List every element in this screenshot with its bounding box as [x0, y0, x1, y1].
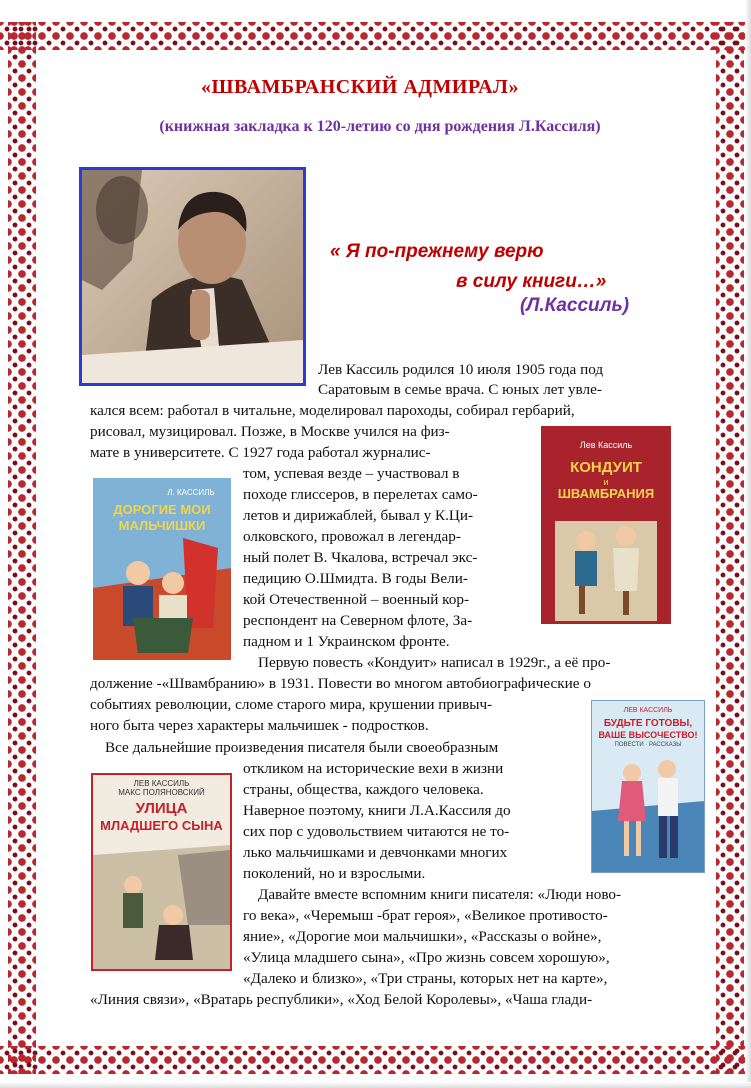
text-line-9: олковского, провожал в легендар- [243, 528, 461, 545]
text-line-1: Лев Кассиль родился 10 июля 1905 года под [318, 361, 604, 378]
text-line-22: Наверное поэтому, книги Л.А.Кассиля до [243, 802, 511, 819]
book-cover-budte [591, 700, 705, 873]
book-cover-dorogie [93, 478, 231, 660]
cover-konduit-title-1: КОНДУИТ [570, 459, 642, 476]
cover-budte-illustration [592, 701, 704, 872]
text-line-11: педицию О.Шмидта. В годы Вели- [243, 570, 468, 587]
text-line-28: яние», «Дорогие мои мальчишки», «Рассказы о войне», [243, 928, 602, 945]
cover-konduit-author: Лев Кассиль [579, 440, 633, 450]
text-line-19: Все дальнейшие произведения писателя были своеобразным [105, 739, 499, 756]
cover-dorogie-title-2: МАЛЬЧИШКИ [118, 518, 206, 533]
page-shadow-bottom [0, 1082, 751, 1088]
cover-ulitsa-title-2: МЛАДШЕГО СЫНА [100, 818, 223, 833]
text-line-21: страны, общества, каждого человека. [243, 781, 484, 798]
quote-line-2: в силу книги…» [456, 271, 607, 292]
text-line-26: Давайте вместе вспомним книги писателя: «Люди ново- [258, 886, 622, 903]
text-line-6: том, успевая везде – участвовал в [243, 465, 460, 482]
cover-budte-title-3: ПОВЕСТИ · РАССКАЗЫ [614, 742, 682, 748]
text-line-3: кался всем: работал в читальне, моделировал пароходы, собирал гербарий, [90, 402, 575, 419]
cover-konduit-title-3: ШВАМБРАНИЯ [557, 486, 655, 501]
cover-dorogie-author: Л. КАССИЛЬ [167, 488, 215, 497]
book-cover-ulitsa [91, 773, 232, 971]
cover-budte-author: ЛЕВ КАССИЛЬ [623, 707, 673, 714]
text-line-18: ного быта через характеры мальчишек - подростков. [90, 717, 429, 734]
ornament-border-bottom [0, 1046, 751, 1074]
text-line-30: «Далеко и близко», «Три страны, которых нет на карте», [243, 970, 608, 987]
text-line-15: Первую повесть «Кондуит» написал в 1929г., а её про- [258, 654, 611, 671]
text-line-23: сих пор с удовольствием читаются не то- [243, 823, 510, 840]
page-subtitle: (книжная закладка к 120-летию со дня рождения Л.Кассиля) [159, 118, 601, 135]
cover-ulitsa-author-2: МАКС ПОЛЯНОВСКИЙ [118, 788, 205, 797]
text-line-5: мате в университете. С 1927 года работал журналис- [90, 444, 431, 461]
cover-konduit-illustration [541, 426, 671, 624]
text-line-13: респондент на Северном флоте, За- [243, 612, 473, 629]
cover-ulitsa-author-1: ЛЕВ КАССИЛЬ [133, 779, 190, 788]
cover-ulitsa-title-1: УЛИЦА [135, 800, 188, 817]
ornament-border-top [0, 22, 751, 50]
text-line-27: го века», «Черемыш -брат героя», «Великое противосто- [243, 907, 608, 924]
text-line-2: Саратовым в семье врача. С юных лет увле- [318, 381, 602, 398]
text-line-14: падном и 1 Украинском фронте. [243, 633, 450, 650]
book-cover-konduit [541, 426, 671, 624]
text-line-12: кой Отечественной – военный кор- [243, 591, 470, 608]
portrait-illustration [82, 170, 303, 383]
cover-konduit-title-2: и [603, 477, 609, 487]
text-line-4: рисовал, музицировал. Позже, в Москве учился на физ- [90, 423, 450, 440]
text-line-7: походе глиссеров, в перелетах само- [243, 486, 478, 503]
text-line-24: лько мальчишками и девчонками многих [243, 844, 508, 861]
text-line-17: событиях революции, сломе старого мира, крушении привыч- [90, 696, 493, 713]
text-line-16: должение -«Швамбранию» в 1931. Повести во многом автобиографические о [90, 675, 591, 692]
text-line-29: «Улица младшего сына», «Про жизнь совсем хорошую», [243, 949, 610, 966]
quote-line-1: « Я по-прежнему верю [330, 241, 544, 262]
text-line-10: ный полет В. Чкалова, встречал экс- [243, 549, 478, 566]
text-line-8: летов и дирижаблей, бывал у К.Ци- [243, 507, 474, 524]
quote-author: (Л.Кассиль) [520, 295, 630, 316]
author-portrait [79, 167, 306, 386]
ornament-border-right [716, 22, 744, 1074]
text-line-31: «Линия связи», «Вратарь республики», «Ход Белой Королевы», «Чаша глади- [90, 991, 593, 1008]
cover-ulitsa-illustration [93, 775, 230, 969]
cover-dorogie-title-1: ДОРОГИЕ МОИ [113, 502, 211, 517]
cover-budte-title-2: ВАШЕ ВЫСОЧЕСТВО! [598, 730, 698, 740]
text-line-25: поколений, но и взрослыми. [243, 865, 426, 882]
page-title: «ШВАМБРАНСКИЙ АДМИРАЛ» [201, 76, 519, 98]
text-line-20: откликом на исторические вехи в жизни [243, 760, 504, 777]
cover-budte-title-1: БУДЬТЕ ГОТОВЫ, [603, 718, 693, 729]
ornament-border-left [8, 22, 36, 1074]
page-shadow-right [745, 0, 751, 1088]
